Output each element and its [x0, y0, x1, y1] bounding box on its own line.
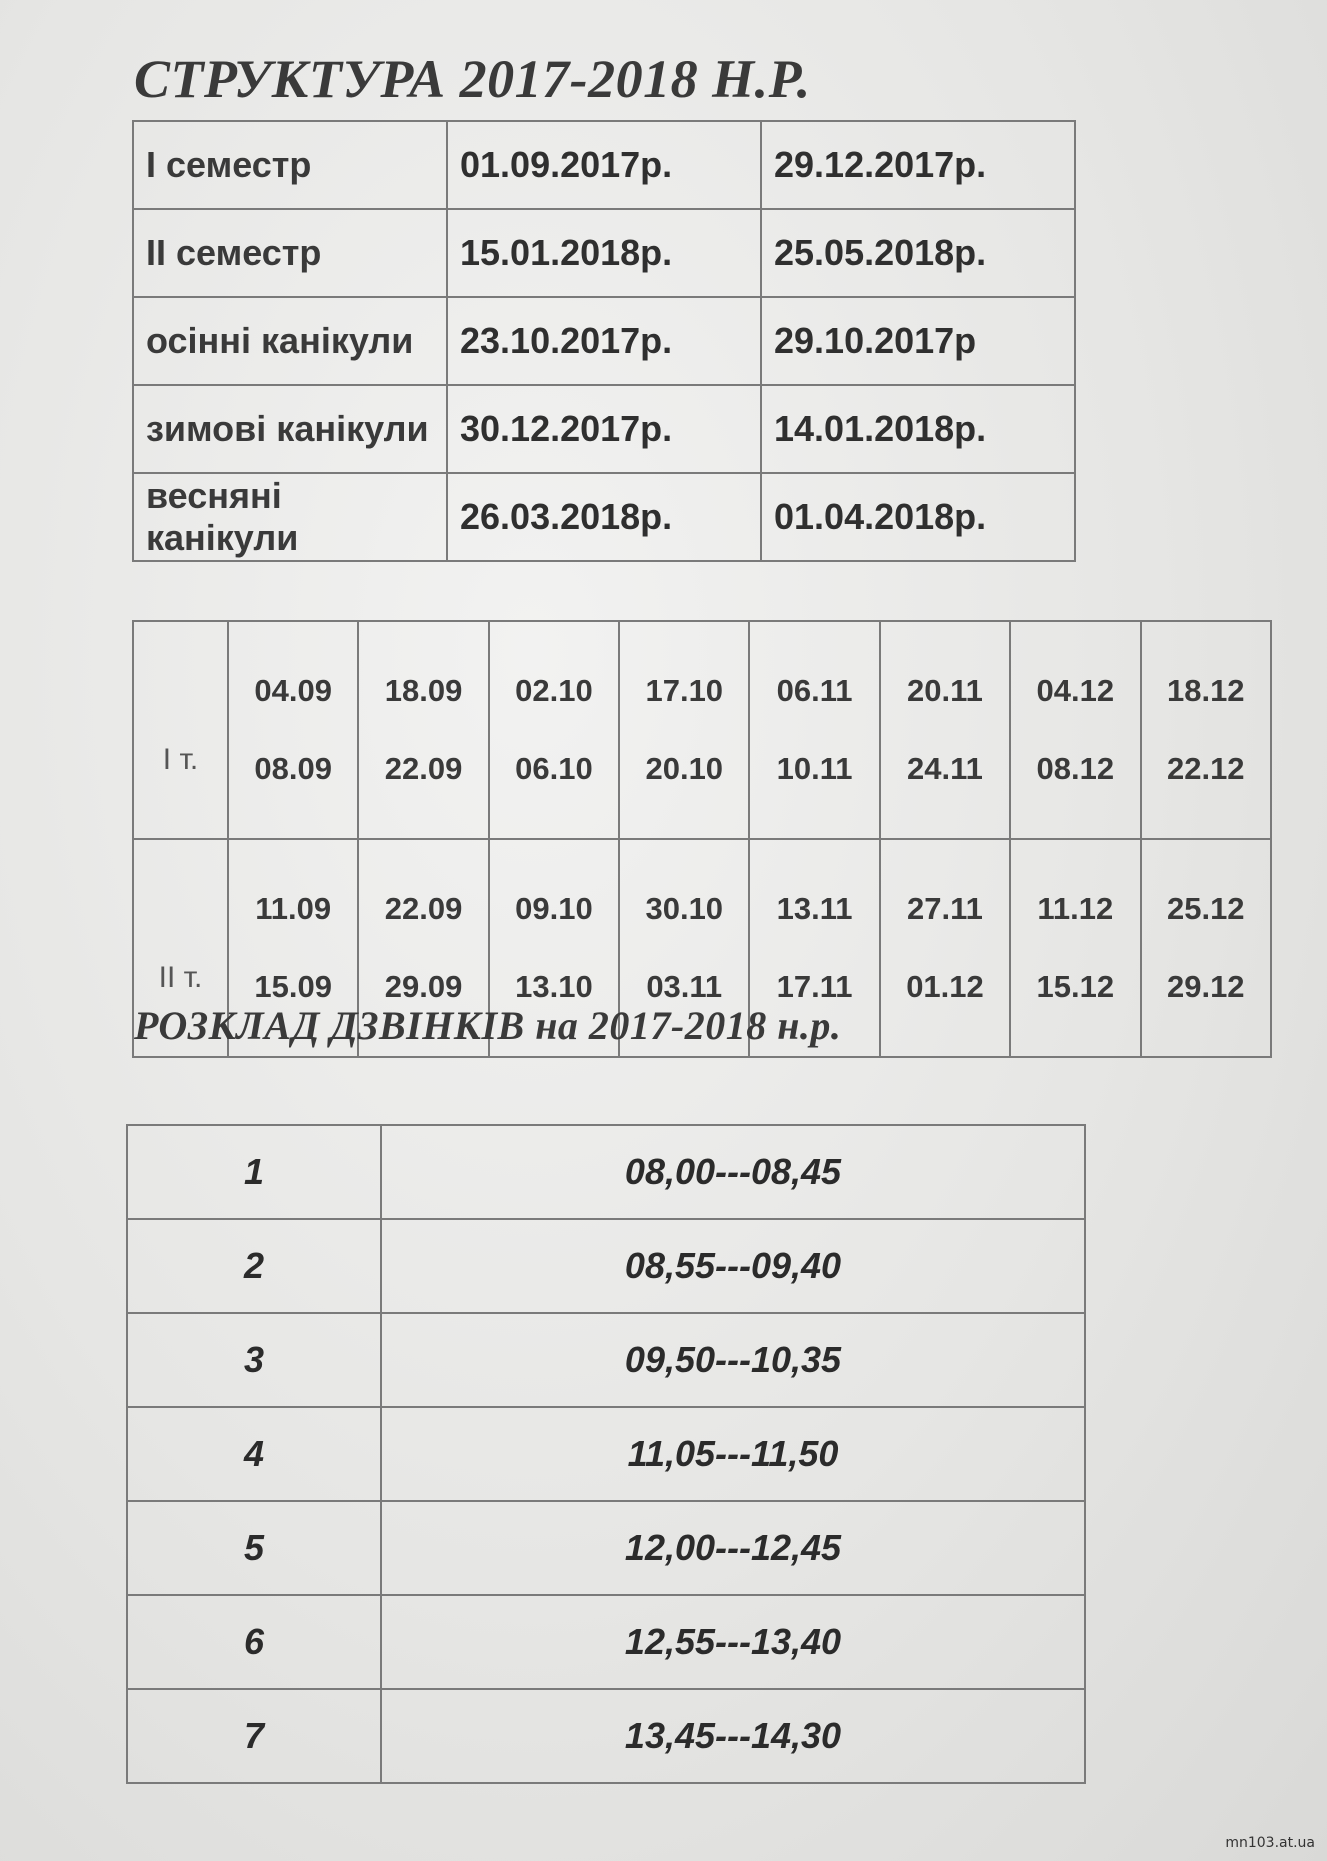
period-start: 26.03.2018р. — [447, 473, 761, 561]
week-from: 18.12 — [1166, 673, 1245, 708]
week-cell — [1141, 621, 1271, 839]
structure-row — [133, 297, 1075, 385]
bell-row — [127, 1689, 1085, 1783]
week-cell — [880, 621, 1010, 839]
week-to: 22.09 — [384, 751, 463, 786]
period-name: зимові канікули — [133, 385, 447, 473]
lesson-number: 1 — [127, 1125, 381, 1219]
structure-row — [133, 209, 1075, 297]
lesson-time: 11,05---11,50 — [381, 1407, 1085, 1501]
week-to: 01.12 — [906, 969, 984, 1004]
week-from: 30.10 — [645, 891, 724, 926]
week-from: 09.10 — [515, 891, 593, 926]
week-to: 29.12 — [1166, 969, 1245, 1004]
week-from: 17.10 — [645, 673, 724, 708]
week-cell — [1010, 839, 1140, 1057]
week-to: 15.12 — [1036, 969, 1115, 1004]
week-from: 06.11 — [776, 673, 853, 708]
week-from: 18.09 — [384, 673, 463, 708]
week-to: 10.11 — [776, 751, 853, 786]
week-to: 08.09 — [254, 751, 332, 786]
lesson-number: 4 — [127, 1407, 381, 1501]
period-start: 01.09.2017р. — [447, 121, 761, 209]
week-from: 27.11 — [907, 891, 983, 926]
period-end: 29.12.2017р. — [761, 121, 1075, 209]
structure-table — [132, 120, 1076, 562]
bell-row — [127, 1501, 1085, 1595]
bell-row — [127, 1125, 1085, 1219]
week-from: 11.09 — [255, 891, 332, 926]
bell-row — [127, 1407, 1085, 1501]
week-type-label: I т. — [133, 621, 228, 839]
bell-row — [127, 1313, 1085, 1407]
lesson-number: 7 — [127, 1689, 381, 1783]
structure-row — [133, 121, 1075, 209]
bell-row — [127, 1219, 1085, 1313]
period-start: 30.12.2017р. — [447, 385, 761, 473]
week-to: 15.09 — [254, 969, 332, 1004]
structure-row — [133, 385, 1075, 473]
structure-row — [133, 473, 1075, 561]
bells-title: РОЗКЛАД ДЗВІНКІВ на 2017-2018 н.р. — [134, 1003, 842, 1048]
week-from: 13.11 — [776, 891, 853, 926]
week-cell — [358, 621, 488, 839]
period-start: 15.01.2018р. — [447, 209, 761, 297]
week-to: 24.11 — [907, 751, 983, 786]
lesson-time: 09,50---10,35 — [381, 1313, 1085, 1407]
week-from: 02.10 — [515, 673, 593, 708]
week-cell — [489, 621, 619, 839]
bells-table — [126, 1124, 1086, 1784]
lesson-time: 12,00---12,45 — [381, 1501, 1085, 1595]
lesson-time: 08,55---09,40 — [381, 1219, 1085, 1313]
bell-row — [127, 1595, 1085, 1689]
week-to: 17.11 — [776, 969, 853, 1004]
period-name: II семестр — [133, 209, 447, 297]
period-end: 14.01.2018р. — [761, 385, 1075, 473]
lesson-number: 2 — [127, 1219, 381, 1313]
week-from: 04.09 — [254, 673, 332, 708]
period-name: осінні канікули — [133, 297, 447, 385]
week-from: 25.12 — [1166, 891, 1245, 926]
week-to: 08.12 — [1036, 751, 1115, 786]
weeks-row — [133, 621, 1271, 839]
week-from: 11.12 — [1037, 891, 1114, 926]
week-to: 20.10 — [645, 751, 724, 786]
lesson-number: 6 — [127, 1595, 381, 1689]
week-from: 20.11 — [907, 673, 983, 708]
week-cell — [749, 621, 879, 839]
week-cell — [880, 839, 1010, 1057]
week-cell — [619, 621, 749, 839]
lesson-number: 5 — [127, 1501, 381, 1595]
week-to: 06.10 — [515, 751, 593, 786]
week-from: 22.09 — [384, 891, 463, 926]
weeks-table — [132, 620, 1272, 1058]
lesson-time: 08,00---08,45 — [381, 1125, 1085, 1219]
week-cell — [1141, 839, 1271, 1057]
period-name: весняні канікули — [133, 473, 447, 561]
week-from: 04.12 — [1036, 673, 1115, 708]
week-to: 03.11 — [646, 969, 723, 1004]
week-cell — [1010, 621, 1140, 839]
lesson-time: 13,45---14,30 — [381, 1689, 1085, 1783]
watermark: mn103.at.ua — [1225, 1835, 1315, 1851]
period-end: 25.05.2018р. — [761, 209, 1075, 297]
week-type-label: II т. — [133, 839, 228, 1057]
week-to: 29.09 — [384, 969, 463, 1004]
lesson-number: 3 — [127, 1313, 381, 1407]
week-cell — [228, 621, 358, 839]
lesson-time: 12,55---13,40 — [381, 1595, 1085, 1689]
structure-title: СТРУКТУРА 2017-2018 Н.Р. — [134, 49, 811, 109]
period-start: 23.10.2017р. — [447, 297, 761, 385]
period-end: 01.04.2018р. — [761, 473, 1075, 561]
period-name: I семестр — [133, 121, 447, 209]
period-end: 29.10.2017р — [761, 297, 1075, 385]
week-to: 13.10 — [515, 969, 593, 1004]
week-to: 22.12 — [1166, 751, 1245, 786]
